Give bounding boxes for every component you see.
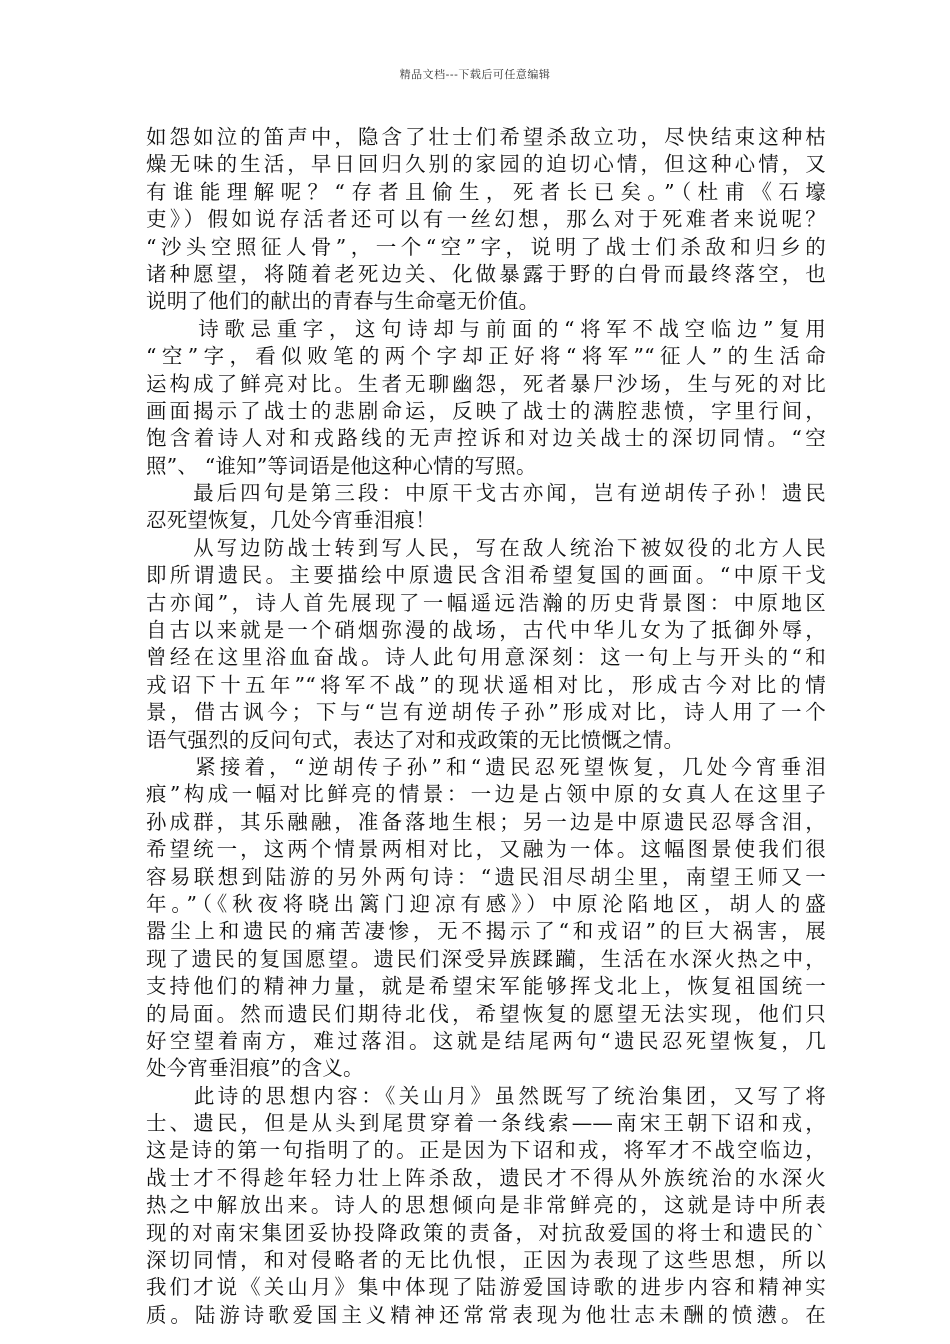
text-line: 景，借古讽今；下与“岂有逆胡传子孙”形成对比，诗人用了一个 xyxy=(146,700,826,725)
text-line: 燥无味的生活，早日回归久别的家园的迫切心情，但这种心情，又 xyxy=(146,152,826,177)
text-line: 运构成了鲜亮对比。生者无聊幽怨，死者暴尸沙场，生与死的对比 xyxy=(146,371,826,396)
text-line: 最后四句是第三段：中原干戈古亦闻，岂有逆胡传子孙！遗民 xyxy=(146,481,826,506)
text-line: 深切同情，和对侵略者的无比仇恨，正因为表现了这些思想，所以 xyxy=(146,1248,826,1273)
text-line: 现的对南宋集团妥协投降政策的责备，对抗敌爱国的将士和遗民的` xyxy=(146,1220,826,1245)
text-line: 紧接着，“逆胡传子孙”和“遗民忍死望恢复，几处今宵垂泪 xyxy=(146,754,826,779)
text-line: 质。陆游诗歌爱国主义精神还常常表现为他壮志未酬的愤懑。在 xyxy=(146,1302,826,1327)
text-line: 年。”（《秋夜将晓出篱门迎凉有感》）中原沦陷地区，胡人的盛 xyxy=(146,891,826,916)
text-line: 孙成群，其乐融融，准备落地生根；另一边是中原遗民忍辱含泪， xyxy=(146,809,826,834)
text-line: 现了遗民的复国愿望。遗民们深受异族蹂躏，生活在水深火热之中， xyxy=(146,946,826,971)
text-line: “空”字，看似败笔的两个字却正好将“将军”“征人”的生活命 xyxy=(146,344,826,369)
text-line: 支持他们的精神力量，就是希望宋军能够挥戈北上，恢复祖国统一 xyxy=(146,974,826,999)
text-line: 嚣尘上和遗民的痛苦凄惨，无不揭示了“和戎诏”的巨大祸害，展 xyxy=(146,919,826,944)
text-line: 曾经在这里浴血奋战。诗人此句用意深刻：这一句上与开头的“和 xyxy=(146,645,826,670)
text-line: “沙头空照征人骨”，一个“空”字，说明了战士们杀敌和归乡的 xyxy=(146,234,826,259)
text-line: 语气强烈的反问句式，表达了对和戎政策的无比愤慨之情。 xyxy=(146,727,685,752)
text-line: 说明了他们的献出的青春与生命毫无价值。 xyxy=(146,289,540,314)
text-line: 容易联想到陆游的另外两句诗：“遗民泪尽胡尘里，南望王师又一 xyxy=(146,864,826,889)
text-line: 好空望着南方，难过落泪。这就是结尾两句“遗民忍死望恢复，几 xyxy=(146,1028,826,1053)
text-line: 忍死望恢复，几处今宵垂泪痕！ xyxy=(146,508,436,533)
text-line: 古亦闻”，诗人首先展现了一幅遥远浩瀚的历史背景图：中原地区 xyxy=(146,590,826,615)
text-line: 如怨如泣的笛声中，隐含了壮士们希望杀敌立功，尽快结束这种枯 xyxy=(146,125,826,149)
text-line: 诗歌忌重字，这句诗却与前面的“将军不战空临边”复用 xyxy=(146,316,826,341)
text-line: 处今宵垂泪痕”的含义。 xyxy=(146,1056,364,1081)
text-line: 热之中解放出来。诗人的思想倾向是非常鲜亮的，这就是诗中所表 xyxy=(146,1193,826,1218)
text-line: 饱含着诗人对和戎路线的无声控诉和对边关战士的深切同情。“空 xyxy=(146,426,826,451)
text-line: 画面揭示了战士的悲剧命运，反映了战士的满腔悲愤，字里行间， xyxy=(146,398,826,423)
text-line: 的局面。然而遗民们期待北伐，希望恢复的愿望无法实现，他们只 xyxy=(146,1001,826,1026)
text-line: 即所谓遗民。主要描绘中原遗民含泪希望复国的画面。“中原干戈 xyxy=(146,563,826,588)
text-line: 从写边防战士转到写人民，写在敌人统治下被奴役的北方人民 xyxy=(146,535,826,560)
text-line: 痕”构成一幅对比鲜亮的情景：一边是占领中原的女真人在这里子 xyxy=(146,782,826,807)
text-line: 这是诗的第一句指明了的。正是因为下诏和戎，将军才不战空临边， xyxy=(146,1138,826,1163)
text-line: 戎诏下十五年”“将军不战”的现状遥相对比，形成古今对比的情 xyxy=(146,672,826,697)
text-line: 此诗的思想内容：《关山月》虽然既写了统治集团，又写了将 xyxy=(146,1083,826,1108)
text-line: 有谁能理解呢？“存者且偷生，死者长已矣。”（杜甫《石壕 xyxy=(146,179,826,204)
text-line: 照”、 “谁知”等词语是他这种心情的写照。 xyxy=(146,453,537,478)
text-line: 诸种愿望，将随着老死边关、化做暴露于野的白骨而最终落空，也 xyxy=(146,261,826,286)
text-line: 希望统一，这两个情景两相对比，又融为一体。这幅图景使我们很 xyxy=(146,837,826,862)
text-line: 士、遗民，但是从头到尾贯穿着一条线索——南宋王朝下诏和戎， xyxy=(146,1111,826,1136)
text-line: 我们才说《关山月》集中体现了陆游爱国诗歌的进步内容和精神实 xyxy=(146,1275,826,1300)
page-header: 精品文档---下载后可任意编辑 xyxy=(399,68,551,81)
text-line: 吏》）假如说存活者还可以有一丝幻想，那么对于死难者来说呢？ xyxy=(146,207,826,232)
text-line: 自古以来就是一个硝烟弥漫的战场，古代中华儿女为了抵御外辱， xyxy=(146,618,826,643)
document-body xyxy=(146,124,826,1329)
text-line: 战士才不得趁年轻力壮上阵杀敌，遗民才不得从外族统治的水深火 xyxy=(146,1165,826,1190)
